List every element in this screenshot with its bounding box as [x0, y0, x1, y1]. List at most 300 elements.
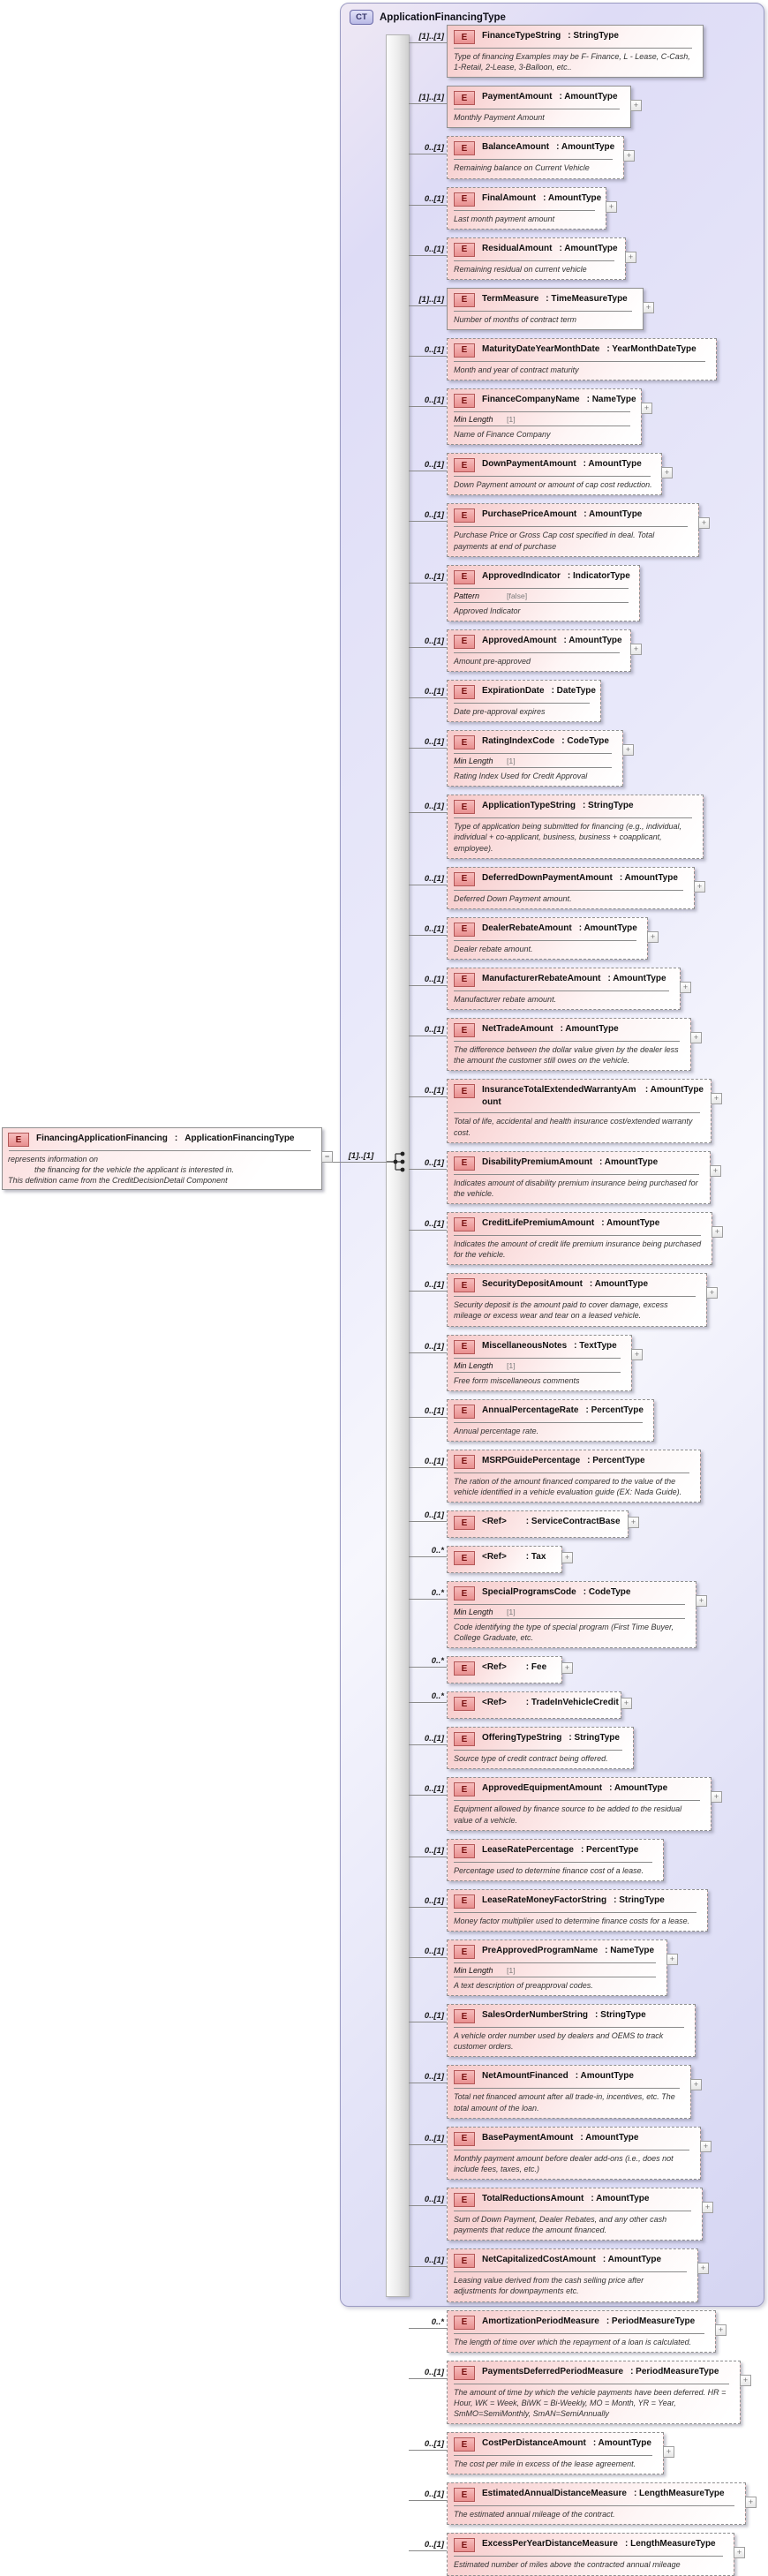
expand-icon[interactable]: +: [643, 302, 654, 313]
element-ref-TradeInVehicleCredit[interactable]: [447, 1691, 629, 1719]
element-annotation: Date pre-approval expires: [454, 706, 546, 716]
element-PurchasePriceAmount[interactable]: [447, 503, 707, 556]
element-badge: E: [454, 1084, 475, 1098]
expand-icon[interactable]: +: [711, 1791, 722, 1803]
element-type: : IndicatorType: [567, 570, 630, 581]
element-ExpirationDate[interactable]: [447, 680, 601, 722]
expand-icon[interactable]: +: [663, 2446, 674, 2458]
element-annotation: Rating Index Used for Credit Approval: [454, 772, 588, 781]
element-ManufacturerRebateAmount[interactable]: [447, 968, 689, 1010]
connector-line: [409, 356, 447, 357]
element-titlebar: [448, 2483, 745, 2505]
cardinality-label: [1]..[1]: [418, 32, 444, 41]
element-badge: E: [454, 800, 475, 814]
element-type: : Tax: [525, 1552, 546, 1563]
expand-icon[interactable]: +: [745, 2497, 757, 2508]
element-ExcessPerYearDistanceMeasure[interactable]: [447, 2533, 742, 2575]
element-name: ManufacturerRebateAmount: [482, 973, 601, 983]
expand-icon[interactable]: +: [715, 2324, 727, 2336]
element-name: FinanceCompanyName: [482, 395, 580, 405]
expand-icon[interactable]: +: [711, 1093, 722, 1104]
element-row-FinanceCompanyName: [409, 388, 650, 445]
element-LeaseRateMoneyFactorString[interactable]: [447, 1889, 708, 1932]
element-type: : TimeMeasureType: [546, 293, 628, 304]
element-row-ApprovedAmount: [409, 629, 639, 672]
element-name: FinanceTypeString: [482, 31, 561, 41]
element-annotation: Sum of Down Payment, Dealer Rebates, and any other cash payments that reduce the amount financed.: [454, 2215, 667, 2235]
element-type: : LengthMeasureType: [625, 2539, 716, 2550]
connector-line: [409, 1417, 447, 1418]
element-EstimatedAnnualDistanceMeasure[interactable]: [447, 2482, 754, 2525]
element-type: : DateType: [551, 685, 596, 696]
expand-icon[interactable]: +: [710, 1165, 721, 1177]
element-name: OfferingTypeString: [482, 1733, 562, 1744]
element-TotalReductionsAmount[interactable]: [447, 2188, 711, 2241]
element-name: EstimatedAnnualDistanceMeasure: [482, 2489, 627, 2499]
element-titlebar: [448, 1582, 696, 1604]
element-name: ExcessPerYearDistanceMeasure: [482, 2539, 618, 2550]
element-titlebar: [448, 731, 622, 753]
element-badge: E: [454, 923, 475, 937]
facet-value: [1]: [507, 757, 516, 766]
cardinality-label: 0..[1]: [424, 802, 444, 812]
element-titlebar: [448, 26, 703, 48]
element-annotation: Type of application being submitted for financing (e.g., individual, individual + co-applicant, business, business + coapplicant, employee).: [454, 822, 681, 853]
facet-row: [448, 412, 641, 426]
complex-type-header: [350, 10, 506, 25]
element-row-DealerRebateAmount: [409, 917, 656, 960]
connector: [409, 1018, 447, 1041]
element-FinanceTypeString[interactable]: [447, 25, 704, 78]
connector-line: [409, 42, 447, 43]
element-titlebar: [448, 2361, 740, 2384]
connector: [409, 503, 447, 526]
connector-line: [409, 1521, 447, 1522]
element-row-ApplicationTypeString: [409, 795, 704, 858]
element-AnnualPercentageRate[interactable]: [447, 1399, 654, 1442]
expand-icon[interactable]: +: [561, 1662, 573, 1674]
connector: [409, 1450, 447, 1473]
expand-icon[interactable]: +: [680, 982, 691, 993]
element-badge: E: [454, 30, 475, 44]
connector-line: [409, 647, 447, 648]
element-name: ResidualAmount: [482, 243, 553, 253]
element-BalanceAmount[interactable]: [447, 136, 632, 178]
expand-icon[interactable]: +: [696, 1595, 707, 1607]
element-badge: E: [454, 2070, 475, 2084]
cardinality-label: 0..[1]: [424, 1280, 444, 1291]
connector: [409, 1889, 447, 1912]
cardinality-label: 0..[1]: [424, 510, 444, 521]
element-annotation: The estimated annual mileage of the contract.: [454, 2510, 615, 2520]
element-badge: E: [454, 394, 475, 408]
expand-icon[interactable]: +: [630, 644, 642, 655]
element-type: : AmountType: [578, 923, 637, 933]
element-type: : StringType: [568, 31, 619, 41]
connector-line: [409, 2550, 447, 2551]
element-badge: E: [454, 1661, 475, 1676]
element-annotation: The amount of time by which the vehicle payments have been deferred. HR = Hour, WK = Week, BiWK = Bi-Weekly, MO = Month, YR = Year, SmMO=SemiMonthly, SmAN=SemiAnnually: [454, 2387, 727, 2419]
expand-icon[interactable]: +: [700, 2141, 712, 2152]
element-row-PurchasePriceAmount: [409, 503, 707, 556]
element-name: PurchasePriceAmount: [482, 509, 577, 520]
element-LeaseRatePercentage[interactable]: [447, 1839, 664, 1881]
expand-icon[interactable]: +: [690, 1032, 702, 1043]
expand-icon[interactable]: +: [661, 467, 673, 478]
element-SecurityDepositAmount[interactable]: [447, 1273, 715, 1326]
element-titlebar: [448, 389, 641, 411]
element-FinanceCompanyName[interactable]: [447, 388, 650, 445]
connector: [409, 2127, 447, 2150]
element-annotation: Purchase Price or Gross Cap cost specified in deal. Total payments at end of purchase: [454, 531, 655, 551]
cardinality-label: 0..[1]: [424, 1784, 444, 1795]
element-titlebar: [448, 1080, 711, 1112]
element-type: : AmountType: [584, 509, 643, 520]
facet-row: [448, 589, 639, 602]
cardinality-label: 0..[1]: [424, 1025, 444, 1036]
connector: [409, 388, 447, 411]
connector-line: [409, 1957, 447, 1958]
expand-icon[interactable]: +: [698, 517, 710, 529]
element-badge: E: [454, 1697, 475, 1711]
element-badge: E: [454, 1405, 475, 1419]
element-SalesOrderNumberString[interactable]: [447, 2004, 696, 2057]
expand-icon[interactable]: +: [734, 2547, 745, 2558]
element-titlebar: [448, 238, 625, 260]
element-annotation: Indicates amount of disability premium insurance being purchased for the vehicle.: [454, 1178, 698, 1198]
element-type: : AmountType: [559, 243, 618, 253]
element-PreApprovedProgramName[interactable]: [447, 1940, 675, 1996]
element-badge: E: [8, 1133, 29, 1147]
element-titlebar: [448, 289, 643, 311]
element-ApprovedAmount[interactable]: [447, 629, 639, 672]
element-NetCapitalizedCostAmount[interactable]: [447, 2248, 706, 2301]
element-name: LeaseRatePercentage: [482, 1844, 574, 1855]
complex-type-badge: CT: [350, 10, 373, 25]
element-badge: E: [454, 2538, 475, 2552]
element-type: : TextType: [574, 1340, 617, 1351]
connector: [409, 1727, 447, 1750]
element-annotation: Remaining balance on Current Vehicle: [454, 163, 590, 173]
element-BasePaymentAmount[interactable]: [447, 2127, 709, 2180]
element-ref-Fee[interactable]: [447, 1656, 570, 1683]
element-name: ApplicationTypeString: [482, 801, 576, 811]
element-PaymentsDeferredPeriodMeasure[interactable]: [447, 2361, 749, 2424]
element-annotation: Deferred Down Payment amount.: [454, 893, 572, 903]
element-badge: E: [454, 2437, 475, 2452]
connector-line: [409, 305, 447, 306]
complex-type-title: ApplicationFinancingType: [380, 11, 506, 23]
element-annotation: Total of life, accidental and health insurance cost/extended warranty cost.: [454, 1117, 693, 1137]
element-type: : AmountType: [592, 2438, 651, 2449]
cardinality-label: 0..[1]: [424, 1845, 444, 1856]
cardinality-label: 0..[1]: [424, 344, 444, 355]
element-badge: E: [454, 735, 475, 749]
element-type: : AmountType: [602, 2255, 662, 2265]
element-annotation: Percentage used to determine finance cost of a lease.: [454, 1865, 644, 1875]
element-row-PaymentAmount: [409, 86, 639, 128]
element-NetTradeAmount[interactable]: [447, 1018, 699, 1071]
connector: [409, 237, 447, 260]
element-list: [409, 25, 754, 2576]
element-type: : StringType: [582, 801, 634, 811]
element-TermMeasure[interactable]: [447, 288, 651, 330]
element-ResidualAmount[interactable]: [447, 237, 634, 280]
element-badge: E: [454, 141, 475, 155]
element-name: DealerRebateAmount: [482, 923, 572, 933]
element-annotation: Source type of credit contract being offered.: [454, 1754, 608, 1764]
cardinality-label: 0..[1]: [424, 2439, 444, 2450]
element-type: : LengthMeasureType: [633, 2489, 725, 2499]
element-ref-Tax[interactable]: [447, 1546, 570, 1573]
element-titlebar: [448, 1692, 621, 1714]
element-row-RatingIndexCode: [409, 730, 631, 787]
element-name: PaymentsDeferredPeriodMeasure: [482, 2366, 624, 2376]
connector: [409, 136, 447, 159]
expand-icon[interactable]: +: [690, 2079, 702, 2090]
cardinality-label: 0..*: [431, 1588, 444, 1599]
facet-label: Min Length: [454, 1966, 493, 1976]
element-badge: E: [454, 243, 475, 257]
element-type: : PercentType: [585, 1405, 644, 1415]
element-titlebar: [448, 2249, 697, 2271]
connector-line: [409, 2205, 447, 2206]
element-name: InsuranceTotalExtendedWarrantyAmount: [482, 1085, 636, 1108]
connector-line: [409, 2450, 447, 2451]
element-row-ApprovedEquipmentAmount: [409, 1777, 719, 1830]
element-row-DisabilityPremiumAmount: [409, 1151, 719, 1204]
element-name: NetCapitalizedCostAmount: [482, 2255, 596, 2265]
element-name: NetAmountFinanced: [482, 2071, 568, 2082]
element-row-OfferingTypeString: [409, 1727, 634, 1769]
element-badge: E: [454, 1732, 475, 1746]
cardinality-label: 0..[1]: [424, 1341, 444, 1352]
element-row-LeaseRatePercentage: [409, 1839, 664, 1881]
cardinality-label: 0..[1]: [424, 923, 444, 934]
element-row-ExpirationDate: [409, 680, 601, 722]
connector: [409, 1546, 447, 1569]
expand-icon[interactable]: +: [694, 881, 705, 893]
cardinality-label: 0..[1]: [424, 686, 444, 697]
element-annotation: Manufacturer rebate amount.: [454, 994, 557, 1004]
expand-icon[interactable]: +: [706, 1287, 718, 1299]
expand-icon[interactable]: +: [666, 1954, 678, 1965]
connector: [409, 968, 447, 990]
connector: [409, 917, 447, 940]
element-titlebar: [448, 968, 680, 990]
expand-icon[interactable]: +: [625, 252, 636, 263]
element-annotation: The length of time over which the repayment of a loan is calculated.: [454, 2337, 692, 2346]
element-DealerRebateAmount[interactable]: [447, 917, 656, 960]
cardinality-label: 0..*: [431, 1546, 444, 1556]
element-titlebar: [448, 1547, 561, 1569]
element-DeferredDownPaymentAmount[interactable]: [447, 867, 703, 909]
element-badge: E: [454, 1782, 475, 1796]
expand-icon[interactable]: +: [630, 100, 642, 111]
expand-icon[interactable]: +: [740, 2375, 751, 2386]
element-RatingIndexCode[interactable]: [447, 730, 631, 787]
expand-icon[interactable]: +: [606, 201, 617, 213]
connector-line: [409, 406, 447, 407]
element-annotation: Dealer rebate amount.: [454, 944, 533, 953]
element-MaturityDateYearMonthDate[interactable]: [447, 338, 717, 380]
expand-icon[interactable]: +: [647, 931, 659, 943]
element-annotation: Indicates the amount of credit life premium insurance being purchased for the vehicle.: [454, 1239, 702, 1260]
element-annotation: Estimated number of miles above the contracted annual mileage: [454, 2560, 681, 2570]
element-badge: E: [454, 2316, 475, 2330]
element-InsuranceTotalExtendedWarrantyAmount[interactable]: [447, 1079, 719, 1142]
facet-value: [1]: [507, 1966, 516, 1976]
element-titlebar: [448, 795, 703, 817]
cardinality-label: 0..[1]: [424, 1947, 444, 1957]
facet-value: [1]: [507, 1608, 516, 1617]
expand-icon[interactable]: +: [628, 1517, 639, 1528]
element-type: : PeriodMeasureType: [606, 2316, 696, 2326]
element-CostPerDistanceAmount[interactable]: [447, 2432, 672, 2474]
element-titlebar: [448, 2005, 695, 2027]
element-badge: E: [454, 1516, 475, 1530]
element-badge: E: [454, 343, 475, 358]
element-annotation: Money factor multiplier used to determine finance costs for a lease.: [454, 1916, 690, 1925]
connector-line: [409, 1907, 447, 1908]
element-row-CostPerDistanceAmount: [409, 2432, 672, 2474]
facet-label: Min Length: [454, 415, 493, 425]
element-badge: E: [454, 1844, 475, 1858]
connector: [409, 867, 447, 890]
element-FinalAmount[interactable]: [447, 187, 614, 230]
element-type: : AmountType: [589, 1279, 649, 1290]
element-AmortizationPeriodMeasure[interactable]: [447, 2310, 724, 2353]
element-annotation: Total net financed amount after all trade-in, incentives, etc. The total amount of the loan.: [454, 2092, 675, 2113]
cardinality-label: 0..*: [431, 1656, 444, 1667]
element-titlebar: [448, 188, 606, 210]
root-cardinality-label: [1]..[1]: [348, 1151, 374, 1161]
element-row-FinalAmount: [409, 187, 614, 230]
element-badge: E: [454, 1551, 475, 1565]
element-titlebar: [448, 1890, 707, 1912]
expand-icon[interactable]: +: [631, 1349, 643, 1360]
expand-icon[interactable]: +: [561, 1552, 573, 1563]
element-name: <Ref>: [482, 1517, 507, 1527]
element-CreditLifePremiumAmount[interactable]: [447, 1212, 720, 1265]
element-name: PaymentAmount: [482, 92, 553, 102]
root-element-name: FinancingApplicationFinancing: [36, 1134, 168, 1143]
connector: [409, 629, 447, 652]
element-badge: E: [454, 91, 475, 105]
element-row-NetCapitalizedCostAmount: [409, 2248, 706, 2301]
element-row-LeaseRateMoneyFactorString: [409, 1889, 708, 1932]
element-annotation: Annual percentage rate.: [454, 1426, 539, 1435]
element-titlebar: [448, 1657, 561, 1679]
collapse-icon[interactable]: −: [321, 1151, 333, 1163]
expand-icon[interactable]: +: [702, 2202, 713, 2213]
element-badge: E: [454, 1455, 475, 1469]
cardinality-label: 0..[1]: [424, 737, 444, 748]
expand-icon[interactable]: +: [621, 1698, 632, 1709]
facet-label: Min Length: [454, 757, 493, 766]
expand-icon[interactable]: +: [622, 744, 634, 756]
element-annotation: Approved Indicator: [454, 606, 521, 615]
element-SpecialProgramsCode[interactable]: [447, 1581, 704, 1648]
element-annotation: Remaining residual on current vehicle: [454, 264, 587, 274]
expand-icon[interactable]: +: [623, 150, 635, 162]
element-name: DownPaymentAmount: [482, 459, 576, 470]
connector-line: [409, 1667, 447, 1668]
connector-line: [409, 1096, 447, 1097]
cardinality-label: 0..[1]: [424, 1086, 444, 1096]
element-annotation: Name of Finance Company: [454, 430, 551, 440]
element-row-TermMeasure: [409, 288, 651, 330]
element-NetAmountFinanced[interactable]: [447, 2065, 699, 2118]
cardinality-label: 0..[1]: [424, 2367, 444, 2377]
connector: [409, 2004, 447, 2027]
element-name: TotalReductionsAmount: [482, 2194, 584, 2204]
root-connector-line: [333, 1162, 391, 1163]
element-type: : StringType: [595, 2010, 646, 2021]
element-row-DeferredDownPaymentAmount: [409, 867, 703, 909]
expand-icon[interactable]: +: [712, 1226, 723, 1238]
root-element-box[interactable]: [2, 1127, 330, 1190]
element-titlebar: [448, 1019, 690, 1041]
element-titlebar: [448, 504, 698, 526]
element-name: AmortizationPeriodMeasure: [482, 2316, 599, 2326]
cardinality-label: 0..*: [431, 1691, 444, 1702]
element-annotation: Code identifying the type of special program (First Time Buyer, College Graduate, etc.: [454, 1623, 674, 1643]
connector-line: [409, 935, 447, 936]
cardinality-label: 0..[1]: [424, 460, 444, 471]
element-annotation: Number of months of contract term: [454, 314, 577, 324]
element-ApprovedEquipmentAmount[interactable]: [447, 1777, 719, 1830]
connector: [409, 2188, 447, 2211]
connector: [409, 86, 447, 109]
element-name: CreditLifePremiumAmount: [482, 1217, 595, 1228]
element-name: AnnualPercentageRate: [482, 1405, 579, 1415]
element-ref-ServiceContractBase[interactable]: [447, 1510, 636, 1538]
root-element-annotation: represents information on the financing for the vehicle the applicant is interested in. This definition came from the CreditDecisionDetail Component: [8, 1155, 235, 1186]
element-row-AmortizationPeriodMeasure: [409, 2310, 724, 2353]
element-DisabilityPremiumAmount[interactable]: [447, 1151, 719, 1204]
element-DownPaymentAmount[interactable]: [447, 453, 670, 495]
connector-line: [409, 583, 447, 584]
connector: [409, 1777, 447, 1800]
element-type: : AmountType: [560, 1024, 619, 1035]
element-name: TermMeasure: [482, 293, 539, 304]
element-ApplicationTypeString[interactable]: [447, 795, 704, 858]
element-MSRPGuidePercentage[interactable]: [447, 1450, 701, 1503]
expand-icon[interactable]: +: [697, 2263, 709, 2274]
element-annotation: A text description of preapproval codes.: [454, 1981, 593, 1991]
facet-label: Pattern: [454, 591, 480, 600]
element-titlebar: [448, 1152, 710, 1174]
element-badge: E: [454, 1278, 475, 1292]
element-titlebar: [448, 1840, 663, 1862]
element-row-AnnualPercentageRate: [409, 1399, 654, 1442]
element-PaymentAmount[interactable]: [447, 86, 639, 128]
element-name: MiscellaneousNotes: [482, 1340, 568, 1351]
element-titlebar: [448, 339, 716, 361]
element-type: : AmountType: [601, 1217, 660, 1228]
element-titlebar: [448, 1778, 711, 1800]
element-ApprovedIndicator[interactable]: [447, 565, 640, 621]
element-titlebar: [448, 2128, 700, 2150]
expand-icon[interactable]: +: [641, 403, 652, 414]
connector: [409, 1581, 447, 1604]
element-row-NetTradeAmount: [409, 1018, 699, 1071]
element-OfferingTypeString[interactable]: [447, 1727, 634, 1769]
element-row-CreditLifePremiumAmount: [409, 1212, 720, 1265]
element-MiscellaneousNotes[interactable]: [447, 1335, 640, 1391]
cardinality-label: 0..[1]: [424, 1734, 444, 1744]
